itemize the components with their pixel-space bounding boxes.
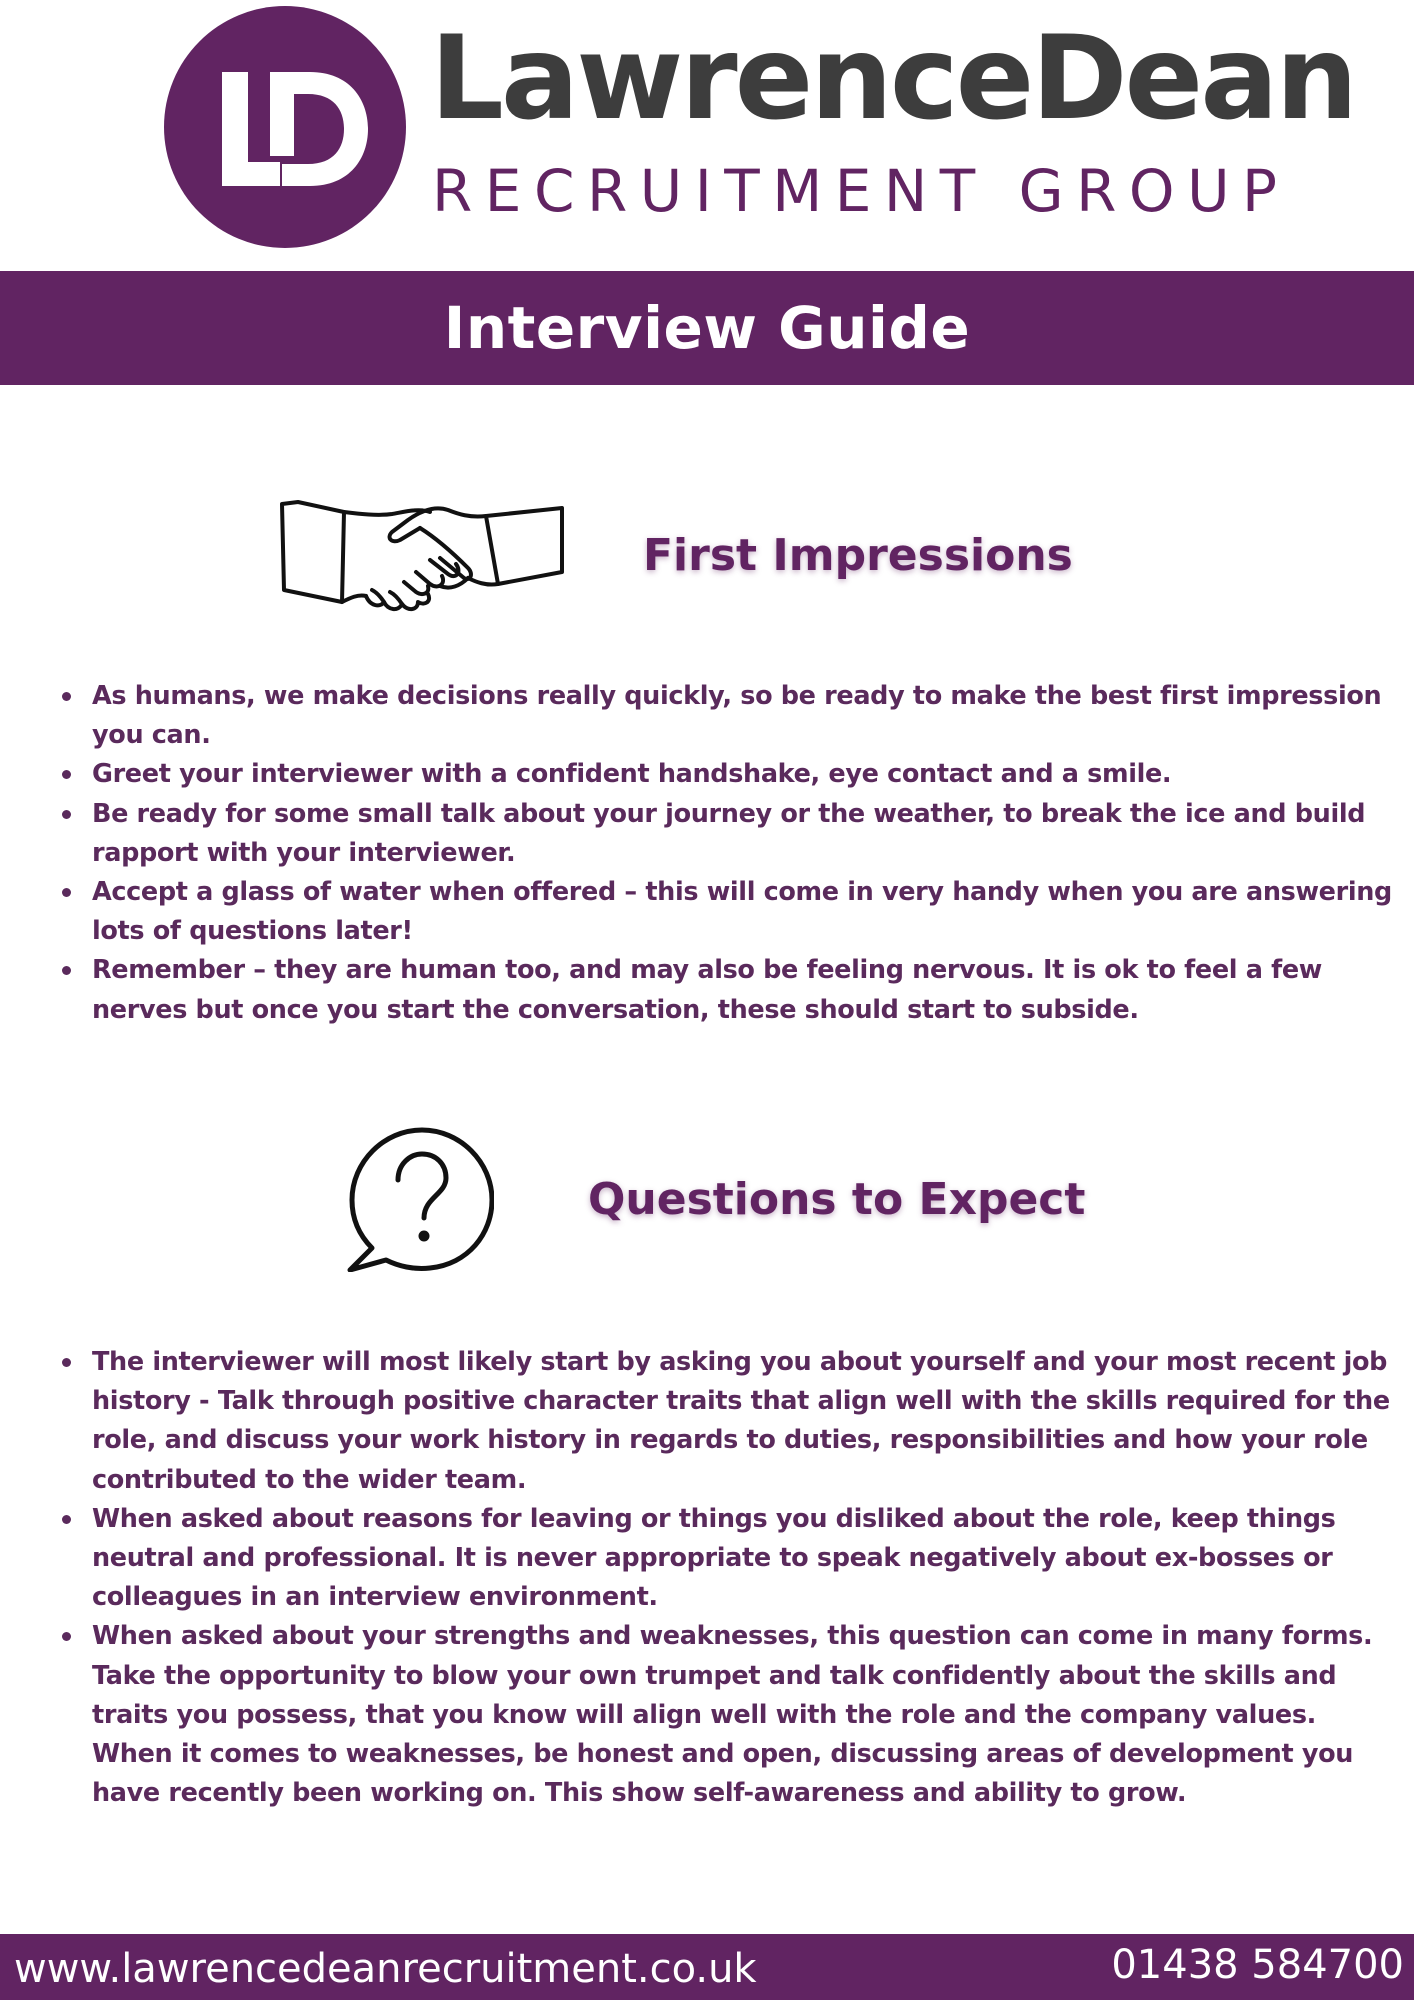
handshake-icon (280, 498, 564, 619)
list-item-text: Be ready for some small talk about your journey or the weather, to break the ice and build rapport with your interviewer. (92, 798, 1366, 868)
list-item (92, 677, 1402, 755)
list-item (92, 795, 1402, 873)
page-title: Interview Guide (443, 294, 971, 362)
bullet-dot (62, 888, 71, 897)
footer-phone-number[interactable]: 01438 584700 (1111, 1942, 1404, 1988)
bullet-dot (62, 1515, 71, 1524)
list-item-text: Greet your interviewer with a confident handshake, eye contact and a smile. (92, 759, 1172, 790)
brand-name: LawrenceDean (430, 11, 1356, 146)
questions-to-expect-list (92, 1343, 1402, 1813)
ld-monogram-icon (164, 6, 406, 248)
section-heading-first-impressions: First Impressions (643, 530, 1073, 581)
header (0, 0, 1414, 270)
list-item-text: As humans, we make decisions really quickly, so be ready to make the best first impression you can. (92, 681, 1382, 751)
list-item-text: When asked about reasons for leaving or things you disliked about the role, keep things neutral and professional. It is never appropriate to speak negatively about ex-bosses or colleagues in an interview environment. (92, 1503, 1336, 1613)
list-item (92, 1500, 1402, 1618)
list-item-text: The interviewer will most likely start by asking you about yourself and your most recent job history - Talk through positive character traits that align well with the skills required for the role, and discuss your work history in regards to duties, responsibilities and how your role contributed to the wider team. (92, 1347, 1390, 1495)
bullet-dot (62, 770, 71, 779)
bullet-dot (62, 1632, 71, 1641)
footer-website-link[interactable]: www.lawrencedeanrecruitment.co.uk (14, 1946, 757, 1992)
list-item (92, 951, 1402, 1029)
list-item-text: Remember – they are human too, and may also be feeling nervous. It is ok to feel a few nerves but once you start the conversation, these should start to subside. (92, 955, 1322, 1025)
list-item (92, 755, 1402, 794)
bullet-dot (62, 966, 71, 975)
question-speech-bubble-icon (346, 1124, 494, 1277)
list-item (92, 873, 1402, 951)
list-item-text: When asked about your strengths and weaknesses, this question can come in many forms. Take the opportunity to blow your own trumpet and talk confidently about the skills and traits you possess, that you know will align well with the role and the company values. When it comes to weaknesses, be honest and open, discussing areas of development you have recently been working on. This show self-awareness and ability to grow. (92, 1621, 1373, 1809)
bullet-dot (62, 1358, 71, 1367)
bullet-dot (62, 692, 71, 701)
footer (0, 1934, 1414, 2000)
list-item (92, 1617, 1402, 1813)
list-item-text: Accept a glass of water when offered – this will come in very handy when you are answering lots of questions later! (92, 877, 1392, 947)
section-heading-questions-to-expect: Questions to Expect (588, 1174, 1086, 1225)
first-impressions-list (92, 677, 1402, 1030)
brand-subtitle: RECRUITMENT GROUP (432, 157, 1290, 225)
bullet-dot (62, 810, 71, 819)
list-item (92, 1343, 1402, 1500)
logo (164, 6, 406, 248)
title-bar (0, 271, 1414, 385)
